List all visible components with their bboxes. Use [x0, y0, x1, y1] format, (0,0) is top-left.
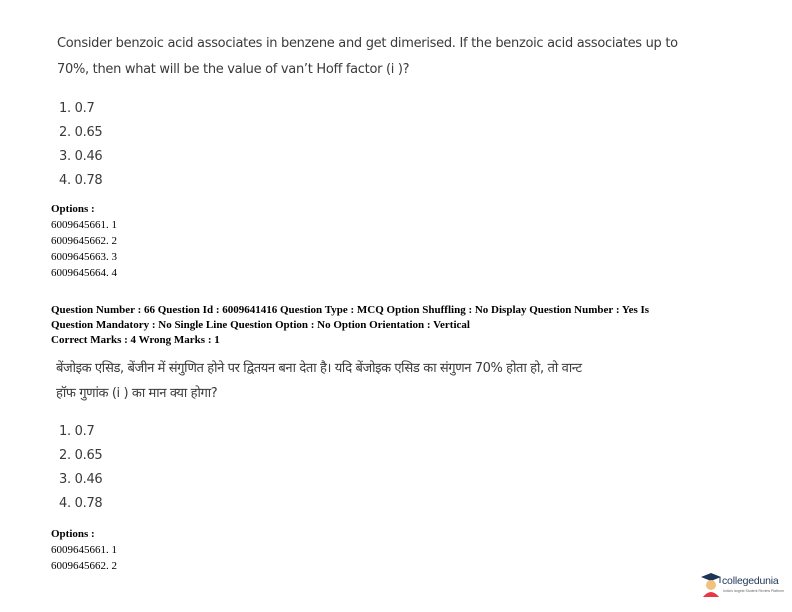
option-id-row: 6009645662. 2 — [51, 560, 117, 572]
option-id-row: 6009645663. 3 — [51, 251, 117, 263]
question-option-3: 3. 0.46 — [59, 149, 103, 164]
hindi-option-1: 1. 0.7 — [59, 424, 95, 439]
options-label: Options : — [51, 528, 95, 540]
hindi-question-line-1: बेंजोइक एसिड, बेंजीन में संगुणित होने पर द्वितयन बना देता है। यदि बेंजोइक एसिड का संगुणन 70% होता हो, तो वान्ट — [56, 361, 582, 376]
question-option-2: 2. 0.65 — [59, 125, 103, 140]
hindi-option-3: 3. 0.46 — [59, 472, 103, 487]
question-option-1: 1. 0.7 — [59, 101, 95, 116]
options-label: Options : — [51, 203, 95, 215]
hindi-option-4: 4. 0.78 — [59, 496, 103, 511]
option-id-row: 6009645661. 1 — [51, 219, 117, 231]
hindi-option-2: 2. 0.65 — [59, 448, 103, 463]
graduate-icon — [700, 572, 722, 598]
option-id-row: 6009645664. 4 — [51, 267, 117, 279]
logo-name: collegedunia — [722, 575, 779, 587]
hindi-question-line-2: हॉफ गुणांक (i ) का मान क्या होगा? — [56, 386, 218, 401]
marks-info: Correct Marks : 4 Wrong Marks : 1 — [51, 334, 220, 346]
collegedunia-logo — [700, 572, 792, 606]
question-meta-line-1: Question Number : 66 Question Id : 6009641416 Question Type : MCQ Option Shuffling : No Display Question Number : Yes Is — [51, 304, 650, 316]
question-text-line-2: 70%, then what will be the value of van’t Hoff factor (i )? — [57, 62, 410, 77]
logo-tagline: India's largest Student Review Platform — [723, 589, 784, 593]
option-id-row: 6009645662. 2 — [51, 235, 117, 247]
question-meta-line-2: Question Mandatory : No Single Line Question Option : No Option Orientation : Vertical — [51, 319, 470, 331]
question-text-line-1: Consider benzoic acid associates in benzene and get dimerised. If the benzoic acid associates up to — [57, 36, 678, 51]
question-option-4: 4. 0.78 — [59, 173, 103, 188]
option-id-row: 6009645661. 1 — [51, 544, 117, 556]
